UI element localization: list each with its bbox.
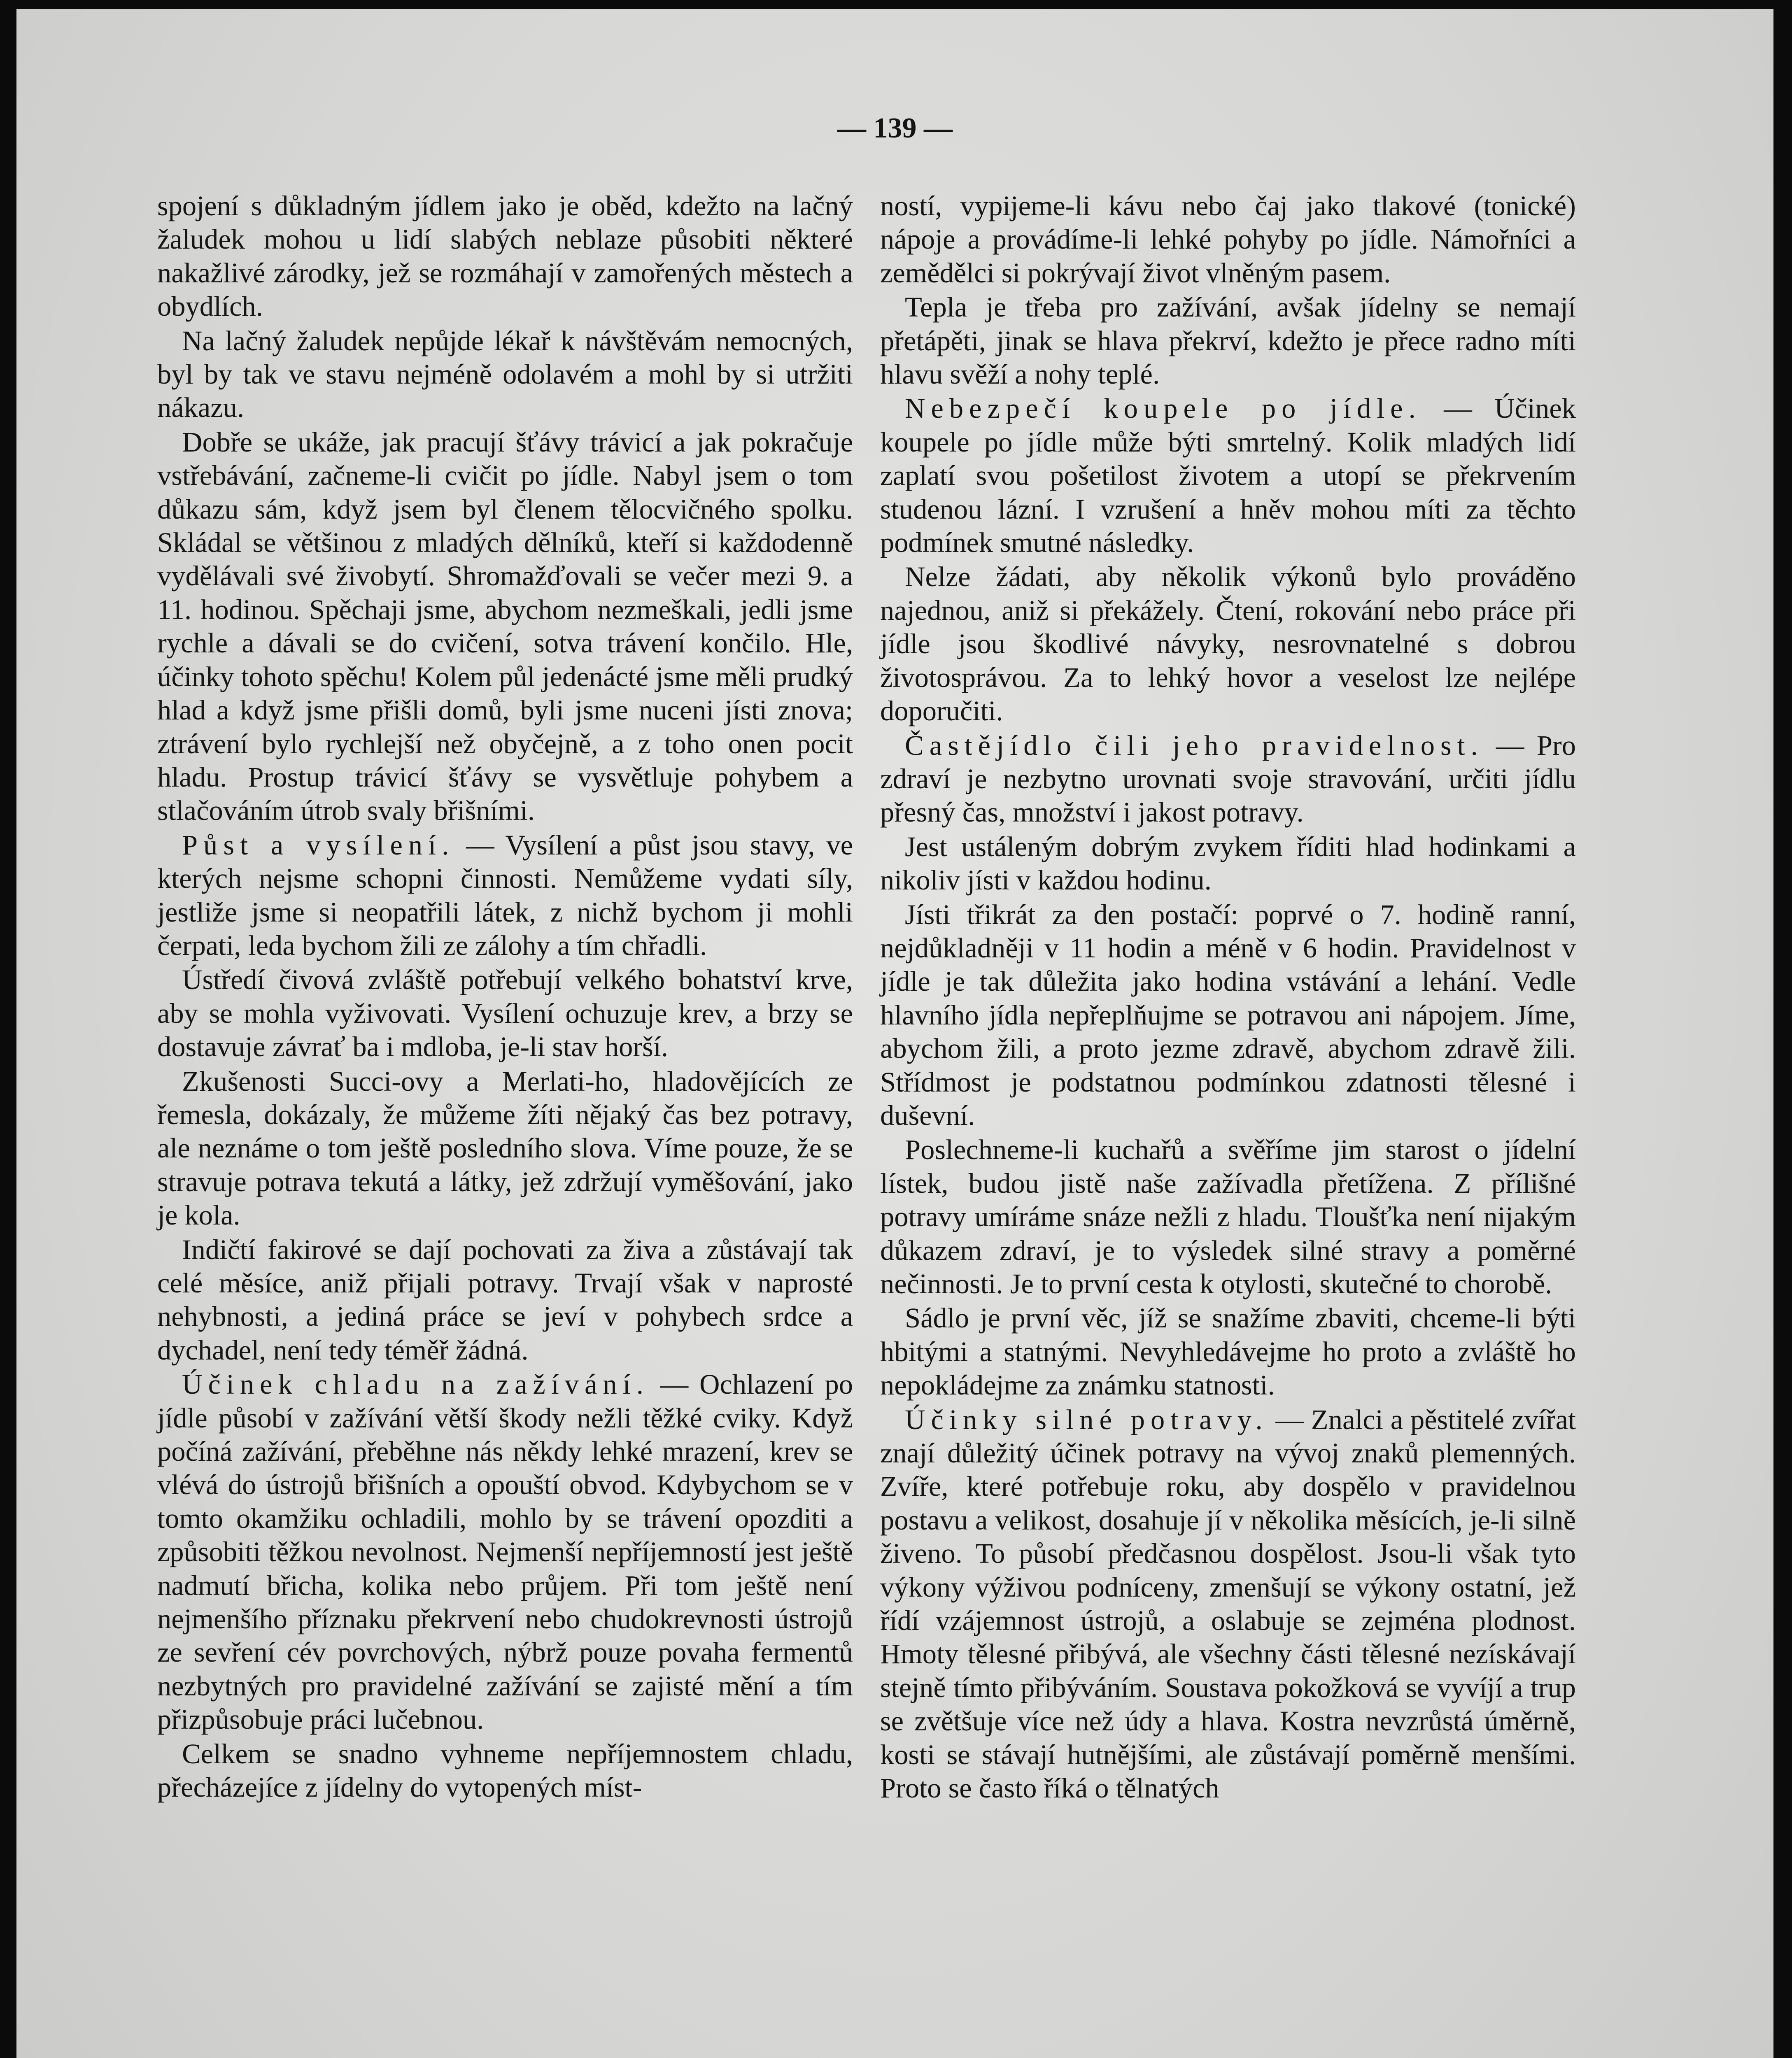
paragraph-text: Poslechneme-li kuchařů a svěříme jim starost o jídelní lístek, budou jistě naše zažívadla přetížena. Z přílišné potravy umíráme snáze nežli z hladu. Tloušťka není nijakým důkazem zdraví, je to výsledek silné stravy a poměrné nečinnosti. Je to první cesta k otylosti, skutečné to chorobě. — [880, 1134, 1576, 1299]
section-heading: Nebezpečí koupele po jídle. — [905, 393, 1421, 424]
paragraph-text: ností, vypijeme-li kávu nebo čaj jako tlakové (tonické) nápoje a provádíme-li lehké pohyby po jídle. Námořníci a zemědělci si pokrývají život vlněným pasem. — [880, 190, 1576, 289]
paragraph-text: Nelze žádati, aby několik výkonů bylo prováděno najednou, aniž si překážely. Čtení, rokování nebo práce při jídle jsou škodlivé návyky, nesrovnatelné s dobrou životosprávou. Za to lehký hovor a veselost lze nejlépe doporučiti. — [880, 561, 1576, 727]
left-column — [157, 189, 853, 1804]
paragraph — [880, 560, 1576, 728]
paragraph — [880, 392, 1576, 559]
paragraph-text: Zkušenosti Succi-ovy a Merlati-ho, hladovějících ze řemesla, dokázaly, že můžeme žíti nějaký čas bez potravy, ale neznáme o tom ještě posledního slova. Víme pouze, že se stravuje potrava tekutá a látky, jež zdržují vyměšování, jako je kola. — [157, 1065, 853, 1231]
section-heading: Účinky silné potravy. — [905, 1404, 1268, 1435]
paragraph-text: — Účinek koupele po jídle může býti smrtelný. Kolik mladých lidí zaplatí svou pošetilost životem a utopí se překrvením studenou lázní. I vzrušení a hněv mohou míti za těchto podmínek smutné následky. — [880, 393, 1576, 559]
right-column — [880, 189, 1576, 1805]
paragraph — [157, 1065, 853, 1232]
paragraph — [157, 1233, 853, 1367]
paragraph — [157, 963, 853, 1064]
paragraph — [157, 324, 853, 425]
paragraph — [880, 830, 1576, 897]
paragraph-text: — Pro zdraví je nezbytno urovnati svoje stravování, určiti jídlu přesný čas, množství i jakost potravy. — [880, 729, 1576, 828]
paragraph — [880, 291, 1576, 391]
book-page — [16, 9, 1773, 2058]
paragraph-text: Celkem se snadno vyhneme nepříjemnostem chladu, přecházejíce z jídelny do vytopených míst- — [157, 1738, 853, 1803]
paragraph — [880, 898, 1576, 1133]
paragraph-text: — Vysílení a půst jsou stavy, ve kterých nejsme schopni činnosti. Nemůžeme vydati síly, jestliže jsme si neopatřili látek, z nichž bychom ji mohli čerpati, leda bychom žili ze zálohy a tím chřadli. — [157, 829, 853, 961]
paragraph-text: Ústředí čivová zvláště potřebují velkého bohatství krve, aby se mohla vyživovati. Vysílení ochuzuje krev, a brzy se dostavuje závrať ba i mdloba, je-li stav horší. — [157, 964, 853, 1063]
page-number: — 139 — — [837, 112, 953, 144]
paragraph-text: Jísti třikrát za den postačí: poprvé o 7. hodině ranní, nejdůkladněji v 11 hodin a méně v 6 hodin. Pravidelnost v jídle je tak důležita jako hodina vstávání a lehání. Vedle hlavního jídla nepřeplňujme se potravou ani nápojem. Jíme, abychom žili, a proto jezme zdravě, abychom zdravě žili. Střídmost je podstatnou podmínkou zdatnosti tělesné i duševní. — [880, 899, 1576, 1131]
section-heading: Půst a vysílení. — [182, 829, 455, 861]
paragraph-text: spojení s důkladným jídlem jako je oběd, kdežto na lačný žaludek mohou u lidí slabých neblaze působiti některé nakažlivé zárodky, jež se rozmáhají v zamořených městech a obydlích. — [157, 190, 853, 322]
paragraph — [880, 1301, 1576, 1402]
paragraph — [157, 426, 853, 828]
paragraph — [157, 1737, 853, 1804]
section-heading: Účinek chladu na zažívání. — [182, 1369, 649, 1400]
paragraph-text: — Ochlazení po jídle působí v zažívání větší škody nežli těžké cviky. Když počíná zažívání, přeběhne nás někdy lehké mrazení, krev se vlévá do ústrojů břišních a opouští obvod. Kdybychom se v tomto okamžiku ochladili, mohlo by se trávení opozditi a způsobiti těžkou nevolnost. Nejmenší nepříjemností jest ještě nadmutí břicha, kolika nebo průjem. Při tom ještě není nejmenšího příznaku překrvení nebo chudokrevnosti ústrojů ze sevření cév povrchových, nýbrž pouze povaha fermentů nezbytných pro pravidelné zažívání se zajisté mění a tím přizpůsobuje práci lučebnou. — [157, 1369, 853, 1735]
paragraph — [157, 829, 853, 963]
paragraph — [880, 1403, 1576, 1805]
paragraph-text: Dobře se ukáže, jak pracují šťávy trávicí a jak pokračuje vstřebávání, začneme-li cvičit po jídle. Nabyl jsem o tom důkazu sám, když jsem byl členem tělocvičného spolku. Skládal se většinou z mladých dělníků, kteří si každodenně vydělávali své živobytí. Shromažďovali se večer mezi 9. a 11. hodinou. Spěchaji jsme, abychom nezmeškali, jedli jsme rychle a dávali se do cvičení, sotva trávení končilo. Hle, účinky tohoto spěchu! Kolem půl jedenácté jsme měli prudký hlad a když jsme přišli domů, byli jsme nuceni jísti znova; ztrávení bylo rychlejší než obyčejně, a z toho onen pocit hladu. Prostup trávicí šťávy se vysvětluje pohybem a stlačováním útrob svaly břišními. — [157, 426, 853, 826]
paragraph-text: Tepla je třeba pro zažívání, avšak jídelny se nemají přetápěti, jinak se hlava překrví, kdežto je přece radno míti hlavu svěží a nohy teplé. — [880, 291, 1576, 390]
paragraph-text: — Znalci a pěstitelé zvířat znají důležitý účinek potravy na vývoj znaků plemenných. Zvíře, které potřebuje roku, aby dospělo v pravidelnou postavu a velikost, dosahuje jí v několika měsících, je-li silně živeno. To působí předčasnou dospělost. Jsou-li však tyto výkony výživou podníceny, zmenšují se výkony ostatní, jež řídí vzájemnost ústrojů, a oslabuje se zejména plodnost. Hmoty tělesné přibývá, ale všechny části tělesné nezískávají stejně tímto přibýváním. Soustava pokožková se vyvíjí a trup se zvětšuje více než údy a hlava. Kostra nevzrůstá úměrně, kosti se stávají hutnějšími, ale zůstávají poměrně menšími. Proto se často říká o tělnatých — [880, 1404, 1576, 1804]
paragraph — [157, 1368, 853, 1736]
paragraph — [880, 1133, 1576, 1301]
paragraph-text: Sádlo je první věc, jíž se snažíme zbaviti, chceme-li býti hbitými a statnými. Nevyhledávejme ho proto a zvláště ho nepokládejme za známku statnosti. — [880, 1302, 1576, 1401]
paragraph-text: Jest ustáleným dobrým zvykem říditi hlad hodinkami a nikoliv jísti v každou hodinu. — [880, 831, 1576, 896]
paragraph — [880, 729, 1576, 829]
paragraph — [880, 189, 1576, 290]
section-heading: Častějídlo čili jeho pravidelnost. — [905, 729, 1484, 761]
paragraph-text: Na lačný žaludek nepůjde lékař k návštěvám nemocných, byl by tak ve stavu nejméně odolavém a mohl by si utržiti nákazu. — [157, 325, 853, 424]
paragraph-text: Indičtí fakirové se dají pochovati za živa a zůstávají tak celé měsíce, aniž přijali potravy. Trvají však v naprosté nehybnosti, a jediná práce se jeví v pohybech srdce a dychadel, není tedy téměř žádná. — [157, 1234, 853, 1366]
paragraph — [157, 189, 853, 324]
